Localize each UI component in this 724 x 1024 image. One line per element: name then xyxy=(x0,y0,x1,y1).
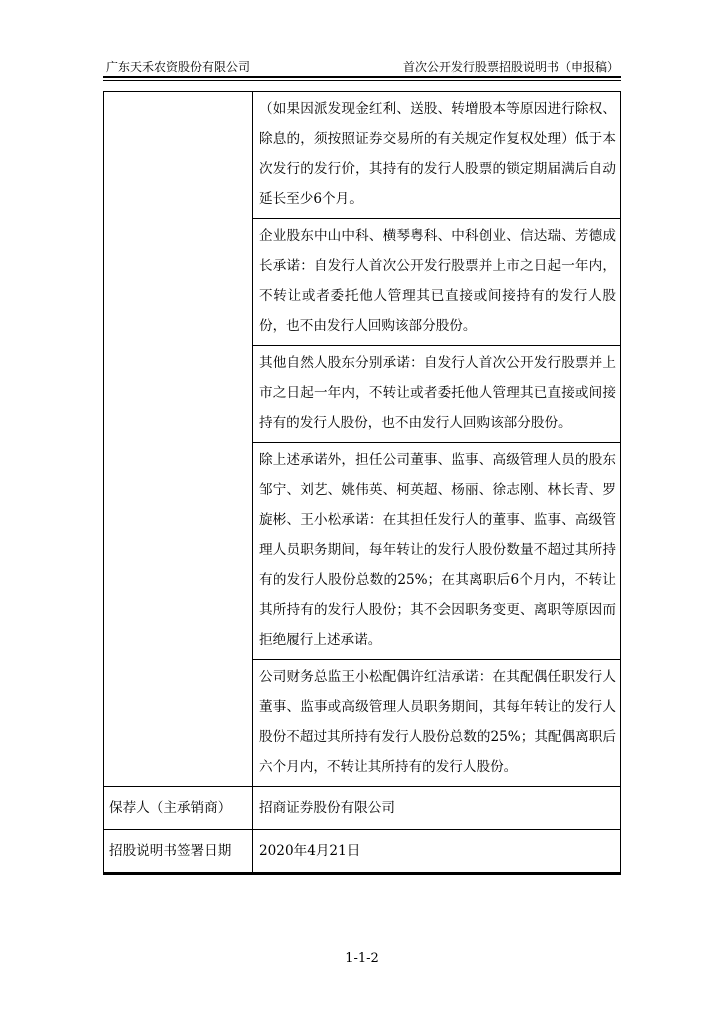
prospectus-info-table xyxy=(103,91,621,875)
header-rule-thick xyxy=(103,76,621,78)
page-number: 1-1-2 xyxy=(345,951,379,966)
company-name: 广东天禾农资股份有限公司 xyxy=(106,60,251,74)
directors-commitment: 除上述承诺外，担任公司董事、监事、高级管理人员的股东邹宁、刘艺、姚伟英、柯英超、杨丽、徐志刚、林长青、罗旋彬、王小松承诺：在其担任发行人的董事、监事、高级管理人员职务期间，每年转让的发行人股份数量不超过其所持有的发行人股份总数的25%；在其离职后6个月内，不转让其所持有的发行人股份；其不会因职务变更、离职等原因而拒绝履行上述承诺。 xyxy=(253,443,621,660)
table-row xyxy=(104,92,621,219)
row-label-empty xyxy=(104,92,253,787)
corporate-shareholders-commitment: 企业股东中山中科、横琴粤科、中科创业、信达瑞、芳德成长承诺：自发行人首次公开发行股票并上市之日起一年内，不转让或者委托他人管理其已直接或间接持有的发行人股份，也不由发行人回购该部分股份。 xyxy=(253,219,621,346)
document-title: 首次公开发行股票招股说明书（申报稿） xyxy=(402,60,619,74)
signing-date-label: 招股说明书签署日期 xyxy=(104,830,253,874)
sponsor-label: 保荐人（主承销商） xyxy=(104,787,253,830)
table-row xyxy=(104,787,621,830)
natural-person-shareholders-commitment: 其他自然人股东分别承诺：自发行人首次公开发行股票并上市之日起一年内，不转让或者委托他人管理其已直接或间接持有的发行人股份，也不由发行人回购该部分股份。 xyxy=(253,346,621,443)
spouse-commitment: 公司财务总监王小松配偶许红洁承诺：在其配偶任职发行人董事、监事或高级管理人员职务期间，其每年转让的发行人股份不超过其所持有发行人股份总数的25%；其配偶离职后六个月内，不转让其所持有的发行人股份。 xyxy=(253,660,621,787)
signing-date-value: 2020年4月21日 xyxy=(253,830,621,874)
header-rule-thin xyxy=(103,80,621,81)
lockup-extension-text: （如果因派发现金红利、送股、转增股本等原因进行除权、除息的，须按照证券交易所的有关规定作复权处理）低于本次发行的发行价，其持有的发行人股票的锁定期届满后自动延长至少6个月。 xyxy=(253,92,621,219)
table-row xyxy=(104,830,621,874)
sponsor-value: 招商证券股份有限公司 xyxy=(253,787,621,830)
page-header xyxy=(103,56,621,78)
